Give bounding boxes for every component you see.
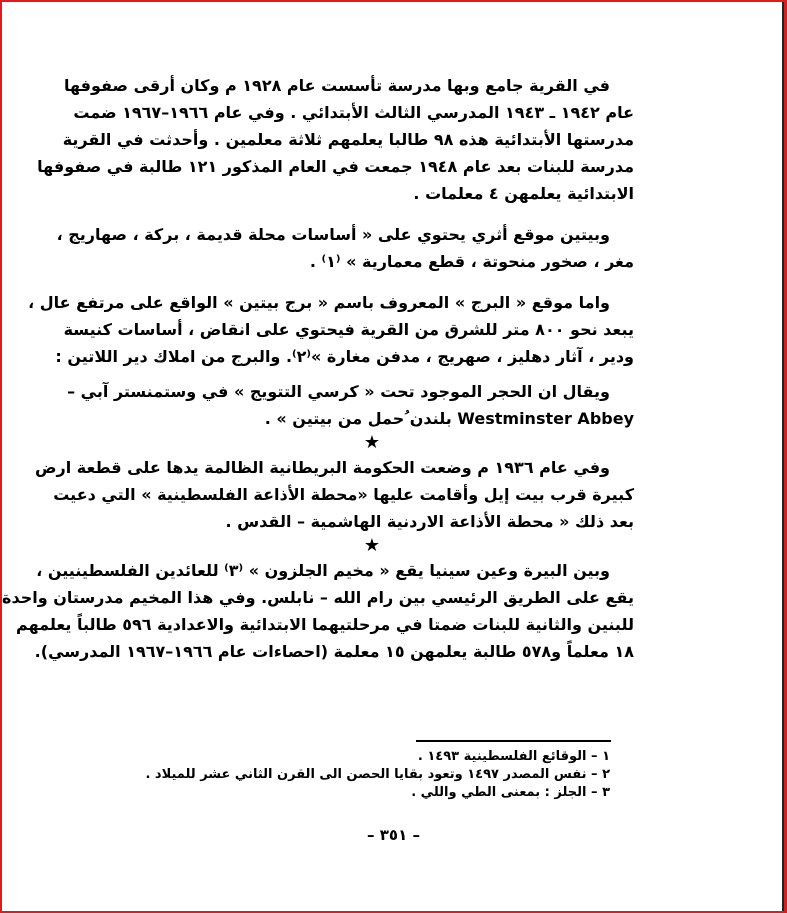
window-edge bbox=[782, 2, 784, 911]
text-line: كبيرة قرب بيت إيل وأقامت عليها «محطة الأذاعة الفلسطينية » التي دعيت bbox=[53, 485, 634, 504]
paragraph-radio bbox=[34, 454, 634, 535]
paragraph-school bbox=[37, 72, 634, 207]
text-line: للبنين والثانية للبنات ضمتا في مرحلتيهما الابتدائية والاعدادية ٥٩٦ طالباً يعلمهم bbox=[16, 615, 634, 634]
text-line: يبعد نحو ٨٠٠ متر للشرق من القرية فيحتوي على انقاض ، أساسات كنيسة bbox=[63, 320, 634, 339]
page-number: – ٣٥١ – bbox=[367, 826, 420, 844]
text-line: مدرستها الأبتدائية هذه ٩٨ طالبا يعلمهم ثلاثة معلمين . وأحدثت في القرية bbox=[62, 130, 634, 149]
text-line: مدرسة للبنات بعد عام ١٩٤٨ جمعت في العام المذكور ١٢١ طالبة في صفوفها bbox=[37, 157, 634, 176]
text-line: Westminster Abbey بلندن ُحمل من بيتين » . bbox=[264, 409, 634, 428]
section-separator-star: ★ bbox=[363, 432, 381, 453]
footnotes bbox=[145, 748, 610, 802]
paragraph-tower bbox=[28, 289, 634, 370]
text-line: وبيتين موقع أثري يحتوي على « أساسات محلة قديمة ، بركة ، صهاريج ، bbox=[56, 225, 610, 244]
text-line: ويقال ان الحجر الموجود تحت « كرسي التتويج » في وستمنستر آبي – bbox=[67, 382, 610, 401]
footnote-1: ١ – الوقائع الفلسطينية ١٤٩٣ . bbox=[417, 749, 610, 764]
footnote-3: ٣ – الجلز : بمعنى الطي واللي . bbox=[411, 785, 610, 800]
text-line: مغر ، صخور منحوتة ، قطع معمارية » ⁽١⁾ . bbox=[309, 252, 634, 271]
text-line: وفي عام ١٩٣٦ م وضعت الحكومة البريطانية الظالمة يدها على قطعة ارض bbox=[34, 458, 610, 477]
paragraph-camp bbox=[2, 557, 634, 665]
paragraph-archaeology bbox=[56, 221, 634, 275]
section-separator-star: ★ bbox=[363, 535, 381, 556]
text-line: في القرية جامع وبها مدرسة تأسست عام ١٩٢٨ م وكان أرقى صفوفها bbox=[63, 76, 610, 95]
text-line: بعد ذلك « محطة الأذاعة الاردنية الهاشمية – القدس . bbox=[225, 512, 634, 531]
text-line: يقع على الطريق الرئيسي بين رام الله – نابلس. وفي هذا المخيم مدرستان واحدة bbox=[2, 588, 634, 607]
footnote-2: ٢ – نفس المصدر ١٤٩٧ وتعود بقايا الحصن الى القرن الثاني عشر للميلاد . bbox=[145, 767, 610, 782]
text-line: ١٨ معلماً و٥٧٨ طالبة يعلمهن ١٥ معلمة (احصاءات عام ١٩٦٦–١٩٦٧ المدرسي). bbox=[34, 642, 634, 661]
text-line: وبين البيرة وعين سينيا يقع « مخيم الجلزون » ⁽٣⁾ للعائدين الفلسطينيين ، bbox=[36, 561, 610, 580]
text-line: واما موقع « البرج » المعروف باسم « برج بيتين » الواقع على مرتفع عال ، bbox=[28, 293, 610, 312]
book-page bbox=[2, 72, 634, 665]
text-line: عام ١٩٤٢ ـ ١٩٤٣ المدرسي الثالث الأبتدائي . وفي عام ١٩٦٦–١٩٦٧ ضمت bbox=[73, 103, 634, 122]
text-line: الابتدائية يعلمهن ٤ معلمات . bbox=[413, 184, 634, 203]
paragraph-westminster bbox=[67, 378, 634, 432]
footnote-divider bbox=[416, 740, 611, 742]
text-line: ودير ، آثار دهليز ، صهريج ، مدفن مغارة »⁽٢⁾. والبرج من املاك دير اللاتين : bbox=[55, 347, 634, 366]
